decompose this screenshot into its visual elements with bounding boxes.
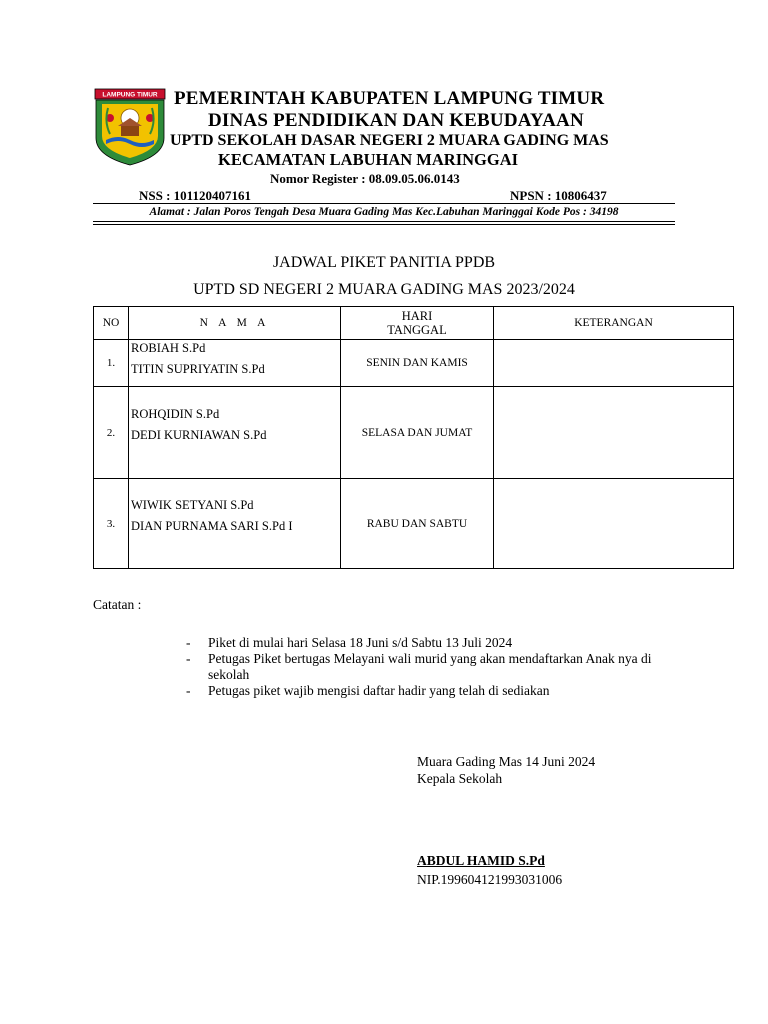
letterhead-line-3: UPTD SEKOLAH DASAR NEGERI 2 MUARA GADING MAS xyxy=(170,132,609,149)
row-keterangan xyxy=(494,340,734,387)
logo-label: LAMPUNG TIMUR xyxy=(102,91,158,99)
header-keterangan: KETERANGAN xyxy=(494,307,734,340)
school-logo xyxy=(94,88,166,166)
document-subtitle: UPTD SD NEGERI 2 MUARA GADING MAS 2023/2024 xyxy=(193,281,575,298)
note-item: - Petugas piket wajib mengisi daftar hadir yang telah di sediakan xyxy=(186,683,666,699)
row-keterangan xyxy=(494,387,734,479)
member-name: WIWIK SETYANI S.Pd xyxy=(131,498,254,512)
letterhead-divider-bottom-thin xyxy=(93,224,675,225)
signature-role: Kepala Sekolah xyxy=(417,771,503,786)
member-name: DIAN PURNAMA SARI S.Pd I xyxy=(131,519,293,533)
header-hari-tanggal xyxy=(341,307,494,340)
register-number: Nomor Register : 08.09.05.06.0143 xyxy=(270,171,460,186)
note-item: - Piket di mulai hari Selasa 18 Juni s/d Sabtu 13 Juli 2024 xyxy=(186,635,666,651)
header-tanggal: TANGGAL xyxy=(387,323,447,337)
npsn-number: NPSN : 10806437 xyxy=(510,188,607,203)
row-names xyxy=(129,340,341,387)
header-hari: HARI xyxy=(401,309,433,323)
member-name: DEDI KURNIAWAN S.Pd xyxy=(131,428,267,442)
letterhead-divider-top xyxy=(93,203,675,204)
table-row xyxy=(94,387,734,479)
row-number: 2. xyxy=(94,387,129,479)
header-no: NO xyxy=(94,307,129,340)
row-number: 1. xyxy=(94,340,129,387)
member-name: ROBIAH S.Pd xyxy=(131,341,206,355)
table-row xyxy=(94,340,734,387)
row-day: SENIN DAN KAMIS xyxy=(341,340,494,387)
row-names xyxy=(129,479,341,569)
row-keterangan xyxy=(494,479,734,569)
signature-place-date: Muara Gading Mas 14 Juni 2024 xyxy=(417,754,596,769)
member-name: ROHQIDIN S.Pd xyxy=(131,407,220,421)
notes-list xyxy=(186,635,666,699)
signatory-nip: NIP.199604121993031006 xyxy=(417,872,563,887)
row-day: SELASA DAN JUMAT xyxy=(341,387,494,479)
letterhead-line-2: DINAS PENDIDIKAN DAN KEBUDAYAAN xyxy=(208,110,584,131)
note-item: - Petugas Piket bertugas Melayani wali murid yang akan mendaftarkan Anak nya di sekolah xyxy=(186,651,666,683)
header-nama: N A M A xyxy=(129,307,341,340)
table-row xyxy=(94,479,734,569)
document-title: JADWAL PIKET PANITIA PPDB xyxy=(272,254,496,271)
letterhead-line-1: PEMERINTAH KABUPATEN LAMPUNG TIMUR xyxy=(174,88,605,109)
notes-label: Catatan : xyxy=(93,597,142,612)
nss-number: NSS : 101120407161 xyxy=(139,188,251,203)
member-name: TITIN SUPRIYATIN S.Pd xyxy=(131,362,265,376)
table-header-row xyxy=(94,307,734,340)
letterhead-divider-bottom xyxy=(93,221,675,222)
signatory-name: ABDUL HAMID S.Pd xyxy=(417,853,545,868)
row-day: RABU DAN SABTU xyxy=(341,479,494,569)
schedule-table xyxy=(93,306,734,569)
letterhead-line-4: KECAMATAN LABUHAN MARINGGAI xyxy=(218,150,519,169)
row-number: 3. xyxy=(94,479,129,569)
row-names xyxy=(129,387,341,479)
school-address: Alamat : Jalan Poros Tengah Desa Muara Gading Mas Kec.Labuhan Maringgai Kode Pos : 34198 xyxy=(149,206,619,218)
